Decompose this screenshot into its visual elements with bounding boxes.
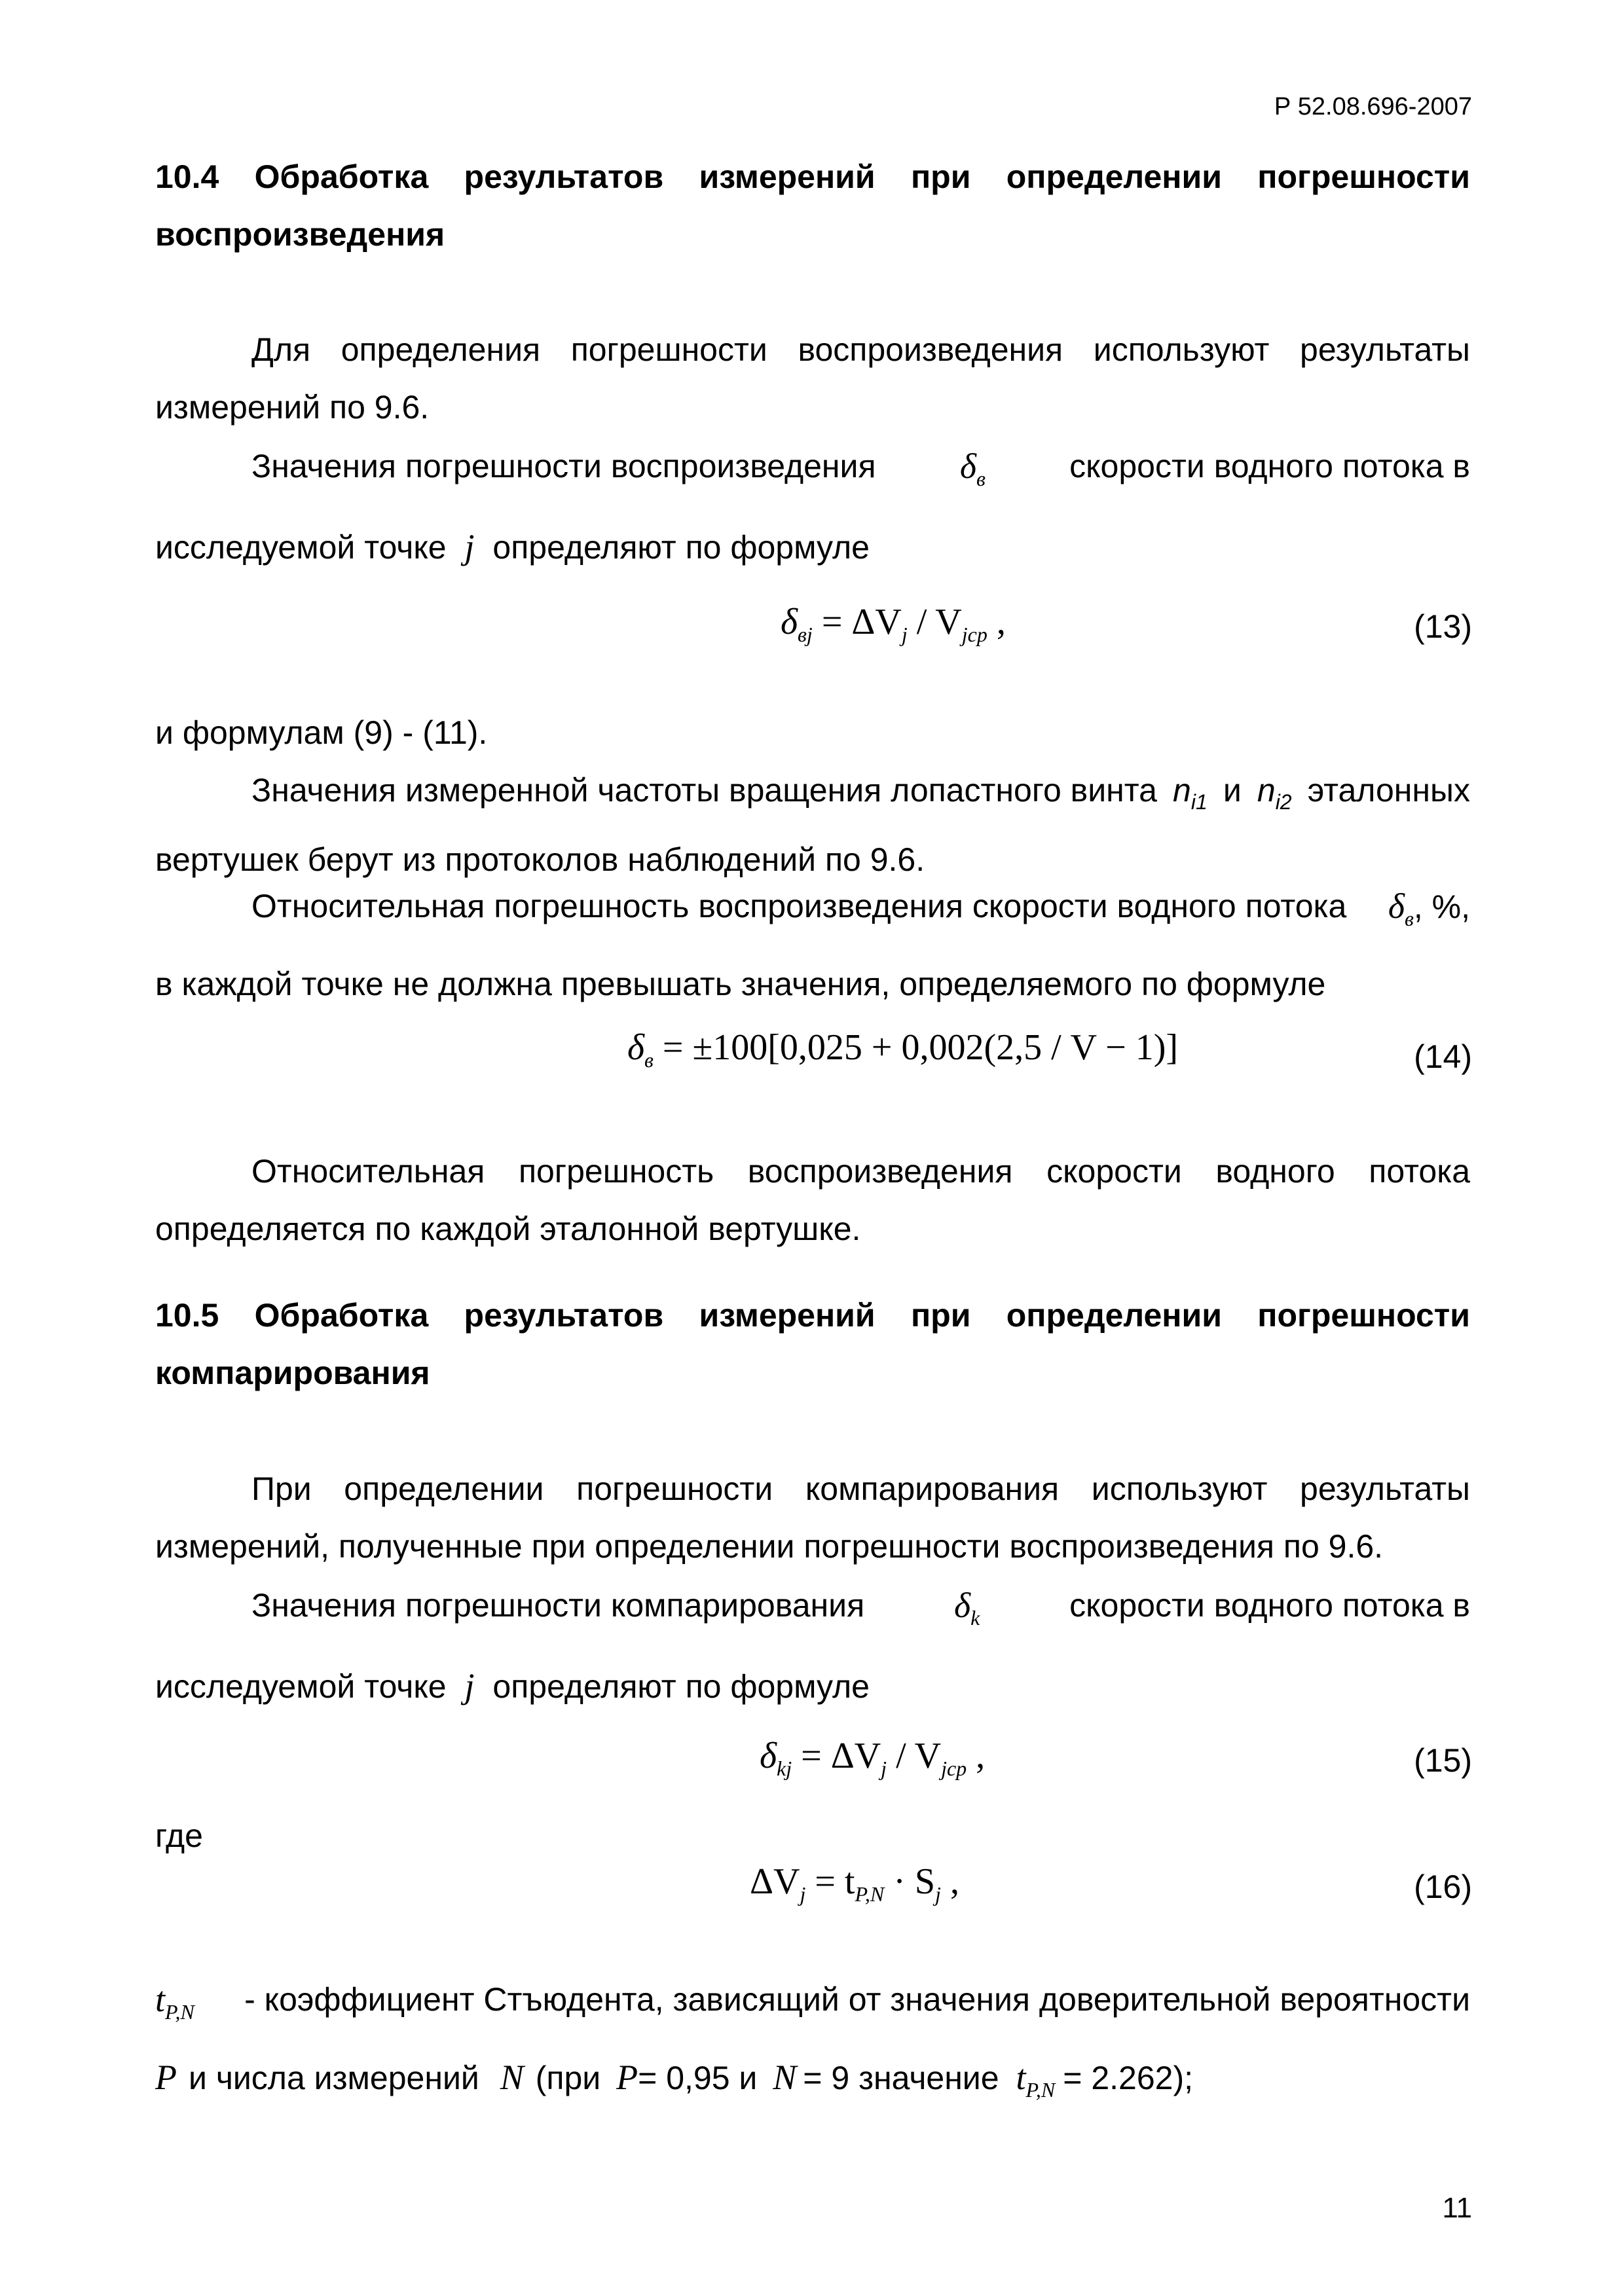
text-fragment: определяют по формуле [492,529,870,566]
n-i2-symbol: $n_{i2}$ [1257,772,1292,814]
section-10-5-title-line1: 10.5 Обработка результатов измерений при определении погрешности [155,1297,1470,1334]
paragraph-10-4-6 [155,1142,1470,1258]
paragraph-line [155,437,1470,507]
equation-number-15: (15) [1414,1742,1472,1779]
text-fragment: = 9 значение [803,2060,999,2096]
formula-15: $\delta_{kj} = \Delta V_j / V_{jcp}$ , [760,1736,986,1780]
paragraph-line [155,518,1470,576]
text-fragment: скорости водного потока в [1069,1587,1470,1624]
section-10-4-title [155,148,1470,263]
delta-v-symbol: $\delta_в$ [959,446,986,490]
text-fragment: Значения погрешности компарирования [251,1587,865,1624]
paragraph-line [155,761,1470,831]
text-fragment: определяют по формуле [492,1668,870,1705]
paragraph-line: Относительная погрешность воспроизведения скорости водного потока [251,1153,1470,1190]
p-symbol: P [155,2058,177,2097]
equation-number-14: (14) [1414,1038,1472,1075]
paragraph-line [155,2049,1470,2119]
j-symbol: j [464,527,475,566]
text-fragment: исследуемой точке [155,529,447,566]
delta-k-symbol: $\delta_k$ [953,1586,980,1630]
section-10-5-title [155,1286,1470,1402]
t-pn-symbol: $t_{P,N}$ [1016,2058,1056,2102]
document-code: Р 52.08.696-2007 [1274,93,1472,120]
text-fragment: эталонных [1307,772,1470,809]
where-label: где [155,1817,203,1854]
paragraph-line [155,1971,1470,2041]
paragraph-line: в каждой точке не должна превышать значения, определяемого по формуле [155,966,1326,1002]
j-symbol: j [464,1666,475,1705]
formula-13: $\delta_{вj} = \Delta V_j / V_{jcp}$ , [781,602,1006,646]
section-10-5-title-line2: компарирования [155,1355,430,1391]
paragraph-line: измерений, полученные при определении погрешности воспроизведения по 9.6. [155,1528,1384,1565]
paragraph-line [155,877,1470,947]
section-10-4-title-line1: 10.4 Обработка результатов измерений при определении погрешности [155,158,1470,195]
paragraph-10-5-3 [155,1971,1470,2119]
section-10-4-title-line2: воспроизведения [155,216,445,253]
formula-16: $\Delta V_j = t_{P,N} \cdot S_j$ , [750,1861,959,1906]
paragraph-line: Для определения погрешности воспроизведения используют результаты [251,331,1470,368]
paragraph-line: определяется по каждой эталонной вертушке. [155,1211,861,1247]
paragraph-line [155,1576,1470,1647]
paragraph-10-4-2 [155,437,1470,576]
text-fragment: = 0,95 и [638,2060,758,2096]
text-fragment: Относительная погрешность воспроизведения скорости водного потока [251,888,1347,924]
text-fragment: исследуемой точке [155,1668,447,1705]
text-fragment: скорости водного потока в [1069,448,1470,484]
formula-14: $\delta_в = \pm 100[0,025 + 0,002(2,5 / V - 1)]$ [627,1027,1178,1072]
equation-number-16: (16) [1414,1868,1472,1905]
text-fragment: Значения погрешности воспроизведения [251,448,876,484]
text-fragment: = 2.262); [1063,2060,1193,2096]
paragraph-line: вертушек берут из протоколов наблюдений по 9.6. [155,841,925,878]
text-fragment: и [1223,772,1242,809]
n-symbol: N [500,2058,524,2097]
delta-v-symbol: $\delta_в$ [1388,886,1414,930]
paragraph-10-4-4 [155,761,1470,888]
n-symbol: N [773,2058,797,2097]
n-i1-symbol: $n_{i1}$ [1173,772,1208,814]
paragraph-10-5-2 [155,1576,1470,1715]
t-pn-symbol: $t_{P,N}$ [155,1980,194,2024]
paragraph-line: измерений по 9.6. [155,389,430,426]
paragraph-10-4-1 [155,321,1470,436]
paragraph-line [155,1657,1470,1715]
text-fragment: $\delta_в$, %, [1388,886,1470,930]
text-fragment: Значения измеренной частоты вращения лопастного винта [251,772,1157,809]
paragraph-10-5-1 [155,1460,1470,1575]
page-number: 11 [1442,2192,1472,2224]
paragraph-line: При определении погрешности компарирования используют результаты [251,1470,1470,1507]
text-fragment: - коэффициент Стъюдента, зависящий от значения доверительной вероятности [244,1981,1470,2018]
paragraph-10-4-3: и формулам (9) - (11). [155,714,488,751]
text-fragment: (при [535,2060,601,2096]
p-symbol: P [616,2058,638,2097]
paragraph-10-4-5 [155,877,1470,1013]
equation-number-13: (13) [1414,608,1472,645]
text-fragment: и числа измерений [189,2060,479,2096]
